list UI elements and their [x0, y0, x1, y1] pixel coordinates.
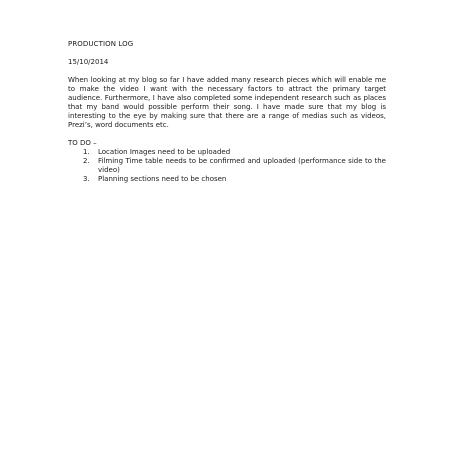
document-body — [68, 40, 386, 184]
todo-item — [68, 148, 386, 157]
todo-item — [68, 175, 386, 184]
todo-heading: TO DO – — [68, 139, 97, 147]
document-title: PRODUCTION LOG — [68, 40, 134, 48]
todo-item-text: Location Images need to be uploaded — [98, 148, 231, 156]
todo-item-number: 3. — [83, 175, 90, 183]
todo-item-number: 1. — [83, 148, 90, 156]
log-date: 15/10/2014 — [68, 58, 109, 66]
todo-item-text: Filming Time table needs to be confirmed and uploaded (performance side to the video) — [98, 157, 386, 174]
log-paragraph: When looking at my blog so far I have added many research pieces which will enable me to make the video I want with the necessary factors to attract the primary target audience. Furthermore, I have also completed some independent research such as places that my band would possible perform their song. I have made sure that my blog is interesting to the eye by making sure that there are a range of medias such as videos, Prezi’s, word documents etc. — [68, 76, 386, 129]
todo-item-text: Planning sections need to be chosen — [98, 175, 227, 183]
todo-item — [68, 157, 386, 175]
todo-list — [68, 148, 386, 184]
todo-item-number: 2. — [83, 157, 90, 165]
